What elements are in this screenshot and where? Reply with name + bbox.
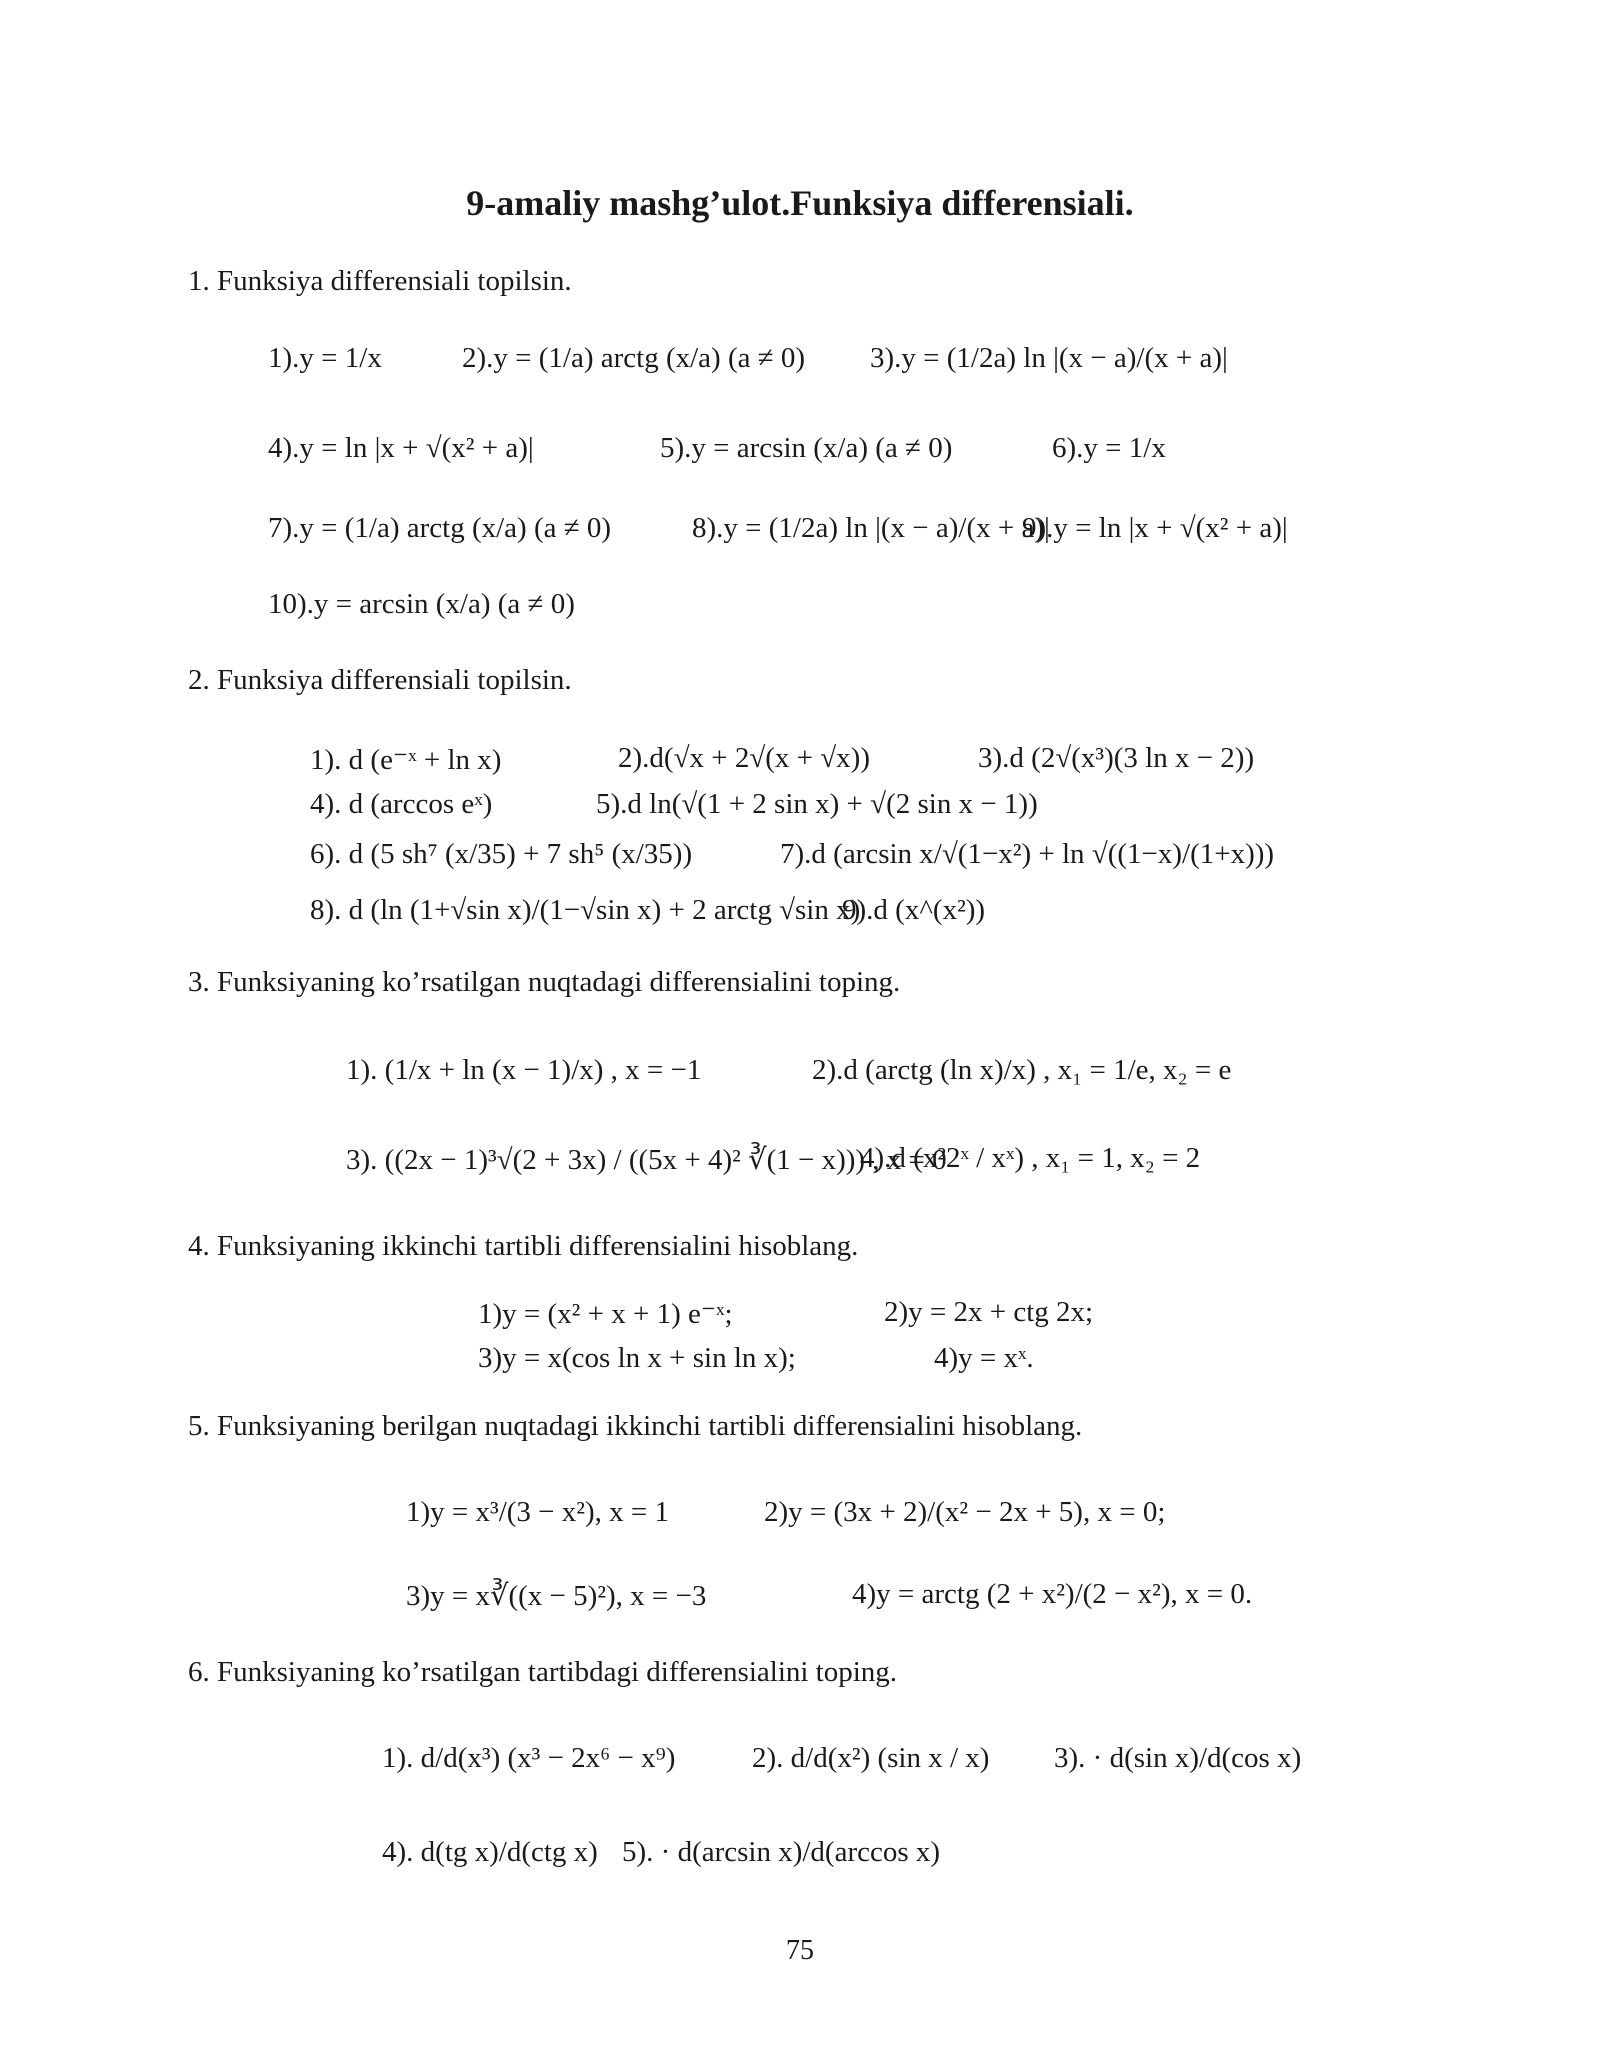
exercise-item: 4).y = ln |x + √(x² + a)| — [268, 432, 534, 464]
section-heading: 6. Funksiyaning ko’rsatilgan tartibdagi differensialini toping. — [188, 1656, 898, 1688]
exercise-item: 9).d (x^(x²)) — [842, 894, 986, 926]
exercise-item: 5).y = arcsin (x/a) (a ≠ 0) — [660, 432, 953, 464]
exercise-item: 2). d/d(x²) (sin x / x) — [752, 1742, 990, 1774]
exercise-item: 5).d ln(√(1 + 2 sin x) + √(2 sin x − 1)) — [596, 788, 1038, 820]
exercise-item: 3). ((2x − 1)³√(2 + 3x) / ((5x + 4)² ∛(1 − x))) , x = 0 — [346, 1144, 947, 1176]
exercise-item: 1). d (e⁻ˣ + ln x) — [310, 744, 502, 776]
exercise-item: 4)y = xˣ. — [934, 1342, 1034, 1374]
exercise-item: 6).y = 1/x — [1052, 432, 1166, 464]
exercise-item: 9).y = ln |x + √(x² + a)| — [1022, 512, 1288, 544]
exercise-item: 3)y = x∛((x − 5)²), x = −3 — [406, 1580, 707, 1612]
exercise-item: 5). · d(arcsin x)/d(arccos x) — [622, 1836, 941, 1868]
exercise-item: 2).d (arctg (ln x)/x) , x₁ = 1/e, x₂ = e — [812, 1054, 1232, 1086]
exercise-item: 2)y = (3x + 2)/(x² − 2x + 5), x = 0; — [764, 1496, 1166, 1528]
exercise-item: 6). d (5 sh⁷ (x/35) + 7 sh⁵ (x/35)) — [310, 838, 693, 870]
exercise-item: 4).d (x²2ˣ / xˣ) , x₁ = 1, x₂ = 2 — [860, 1142, 1201, 1174]
section-heading: 2. Funksiya differensiali topilsin. — [188, 664, 572, 696]
exercise-item: 7).y = (1/a) arctg (x/a) (a ≠ 0) — [268, 512, 612, 544]
page-number: 75 — [786, 1935, 814, 1966]
exercise-item: 4). d(tg x)/d(ctg x) — [382, 1836, 598, 1868]
exercise-item: 1). (1/x + ln (x − 1)/x) , x = −1 — [346, 1054, 702, 1086]
exercise-item: 1)y = x³/(3 − x²), x = 1 — [406, 1496, 669, 1528]
exercise-item: 2).y = (1/a) arctg (x/a) (a ≠ 0) — [462, 342, 806, 374]
exercise-item: 1)y = (x² + x + 1) e⁻ˣ; — [478, 1298, 733, 1330]
exercise-item: 3)y = x(cos ln x + sin ln x); — [478, 1342, 796, 1374]
page-title: 9-amaliy mashg’ulot.Funksiya differensiali. — [466, 183, 1134, 223]
exercise-item: 7).d (arcsin x/√(1−x²) + ln √((1−x)/(1+x))) — [780, 838, 1275, 870]
section-heading: 1. Funksiya differensiali topilsin. — [188, 265, 572, 297]
exercise-item: 3).y = (1/2a) ln |(x − a)/(x + a)| — [870, 342, 1228, 374]
exercise-item: 3). · d(sin x)/d(cos x) — [1054, 1742, 1302, 1774]
exercise-item: 4)y = arctg (2 + x²)/(2 − x²), x = 0. — [852, 1578, 1253, 1610]
exercise-item: 10).y = arcsin (x/a) (a ≠ 0) — [268, 588, 575, 620]
exercise-item: 1).y = 1/x — [268, 342, 382, 374]
exercise-item: 3).d (2√(x³)(3 ln x − 2)) — [978, 742, 1255, 774]
exercise-item: 2).d(√x + 2√(x + √x)) — [618, 742, 870, 774]
section-heading: 5. Funksiyaning berilgan nuqtadagi ikkinchi tartibli differensialini hisoblang. — [188, 1410, 1083, 1442]
section-heading: 3. Funksiyaning ko’rsatilgan nuqtadagi differensialini toping. — [188, 966, 901, 998]
exercise-item: 8). d (ln (1+√sin x)/(1−√sin x) + 2 arctg √sin x) — [310, 894, 861, 926]
exercise-item: 4). d (arccos eˣ) — [310, 788, 493, 820]
exercise-item: 1). d/d(x³) (x³ − 2x⁶ − x⁹) — [382, 1742, 676, 1774]
exercise-item: 8).y = (1/2a) ln |(x − a)/(x + a)| — [692, 512, 1050, 544]
exercise-item: 2)y = 2x + ctg 2x; — [884, 1296, 1094, 1328]
section-heading: 4. Funksiyaning ikkinchi tartibli differensialini hisoblang. — [188, 1230, 859, 1262]
